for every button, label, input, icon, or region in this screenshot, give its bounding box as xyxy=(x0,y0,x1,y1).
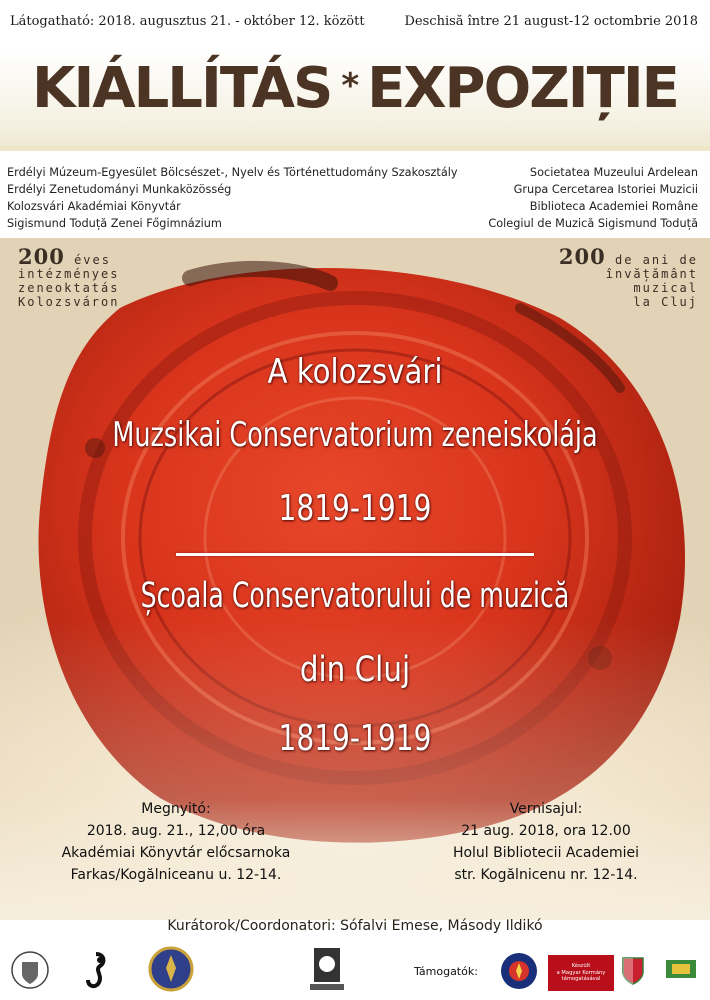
title-underline xyxy=(0,146,710,151)
hungarian-coat-of-arms-logo xyxy=(620,952,646,986)
anniversary-hungarian xyxy=(18,244,120,309)
anniversary-ro-word-2: învățământ xyxy=(605,267,698,281)
anniversary-hu-word-4: Kolozsváron xyxy=(18,295,120,309)
anniversary-ro-word-3: muzical xyxy=(633,281,698,295)
title-divider xyxy=(176,553,534,556)
sponsor-badge-logo xyxy=(500,948,538,994)
curators-line: Kurátorok/Coordonatori: Sófalvi Emese, Másody Ildikó xyxy=(167,918,543,934)
opening-info-hungarian xyxy=(26,798,326,886)
emke-crest-logo xyxy=(10,948,50,992)
gov-line-2: a Magyar Kormány xyxy=(556,969,606,976)
title-hungarian: KIÁLLÍTÁS xyxy=(32,56,332,121)
anniversary-ro-word-1: de ani de xyxy=(614,253,698,267)
gov-line-1: Készült xyxy=(571,963,591,970)
title-star-separator: * xyxy=(341,65,358,106)
anniversary-hu-word-3: zeneoktatás xyxy=(18,281,120,295)
main-title-ro-line-2: din Cluj xyxy=(299,650,411,690)
main-title-ro-line-1: Școala Conservatorului de muzică xyxy=(140,576,570,616)
opening-hu-address: Farkas/Kogălniceanu u. 12-14. xyxy=(70,867,282,883)
anniversary-ro-number: 200 xyxy=(558,244,606,269)
organizer-hu-3: Kolozsvári Akadémiai Könyvtár xyxy=(7,200,181,213)
opening-info-romanian xyxy=(396,798,696,886)
anniversary-hu-number: 200 xyxy=(18,244,65,269)
opening-ro-datetime: 21 aug. 2018, ora 12.00 xyxy=(461,823,631,839)
anniversary-hu-word-2: intézményes xyxy=(18,267,120,281)
organizers-romanian xyxy=(488,164,698,232)
organizer-hu-1: Erdélyi Múzeum-Egyesület Bölcsészet-, Nyelv és Történettudomány Szakosztály xyxy=(7,166,458,179)
anniversary-ro-word-4: la Cluj xyxy=(633,295,698,309)
title-romanian: EXPOZIȚIE xyxy=(367,56,678,121)
organizer-ro-1: Societatea Muzeului Ardelean xyxy=(529,166,698,179)
organizer-ro-2: Grupa Cercetarea Istoriei Muzicii xyxy=(513,183,698,196)
exhibition-dates xyxy=(10,14,698,34)
violin-scroll-logo xyxy=(82,950,110,990)
opening-hu-venue: Akadémiai Könyvtár előcsarnoka xyxy=(61,845,291,861)
opening-ro-venue: Holul Bibliotecii Academiei xyxy=(452,845,640,861)
gov-line-3: támogatásával xyxy=(561,976,601,983)
music-school-crest-logo xyxy=(306,944,348,994)
organizer-ro-4: Colegiul de Muzică Sigismund Toduță xyxy=(488,217,698,230)
main-title-ro-years: 1819-1919 xyxy=(278,718,432,759)
opening-hu-label: Megnyitó: xyxy=(141,801,211,817)
academy-library-seal-logo xyxy=(148,946,194,992)
municipality-logo xyxy=(664,954,698,984)
organizers-hungarian xyxy=(7,164,458,232)
main-title-hu-line-2: Muzsikai Conservatorium zeneiskolája xyxy=(112,415,598,455)
main-title-hu-line-1: A kolozsvári xyxy=(267,352,443,392)
organizer-hu-2: Erdélyi Zenetudományi Munkaközösség xyxy=(7,183,232,196)
organizer-hu-4: Sigismund Toduță Zenei Főgimnázium xyxy=(7,217,222,230)
dates-hungarian: Látogatható: 2018. augusztus 21. - október 12. között xyxy=(10,14,365,29)
opening-ro-label: Vernisajul: xyxy=(509,801,583,817)
anniversary-hu-word-1: éves xyxy=(74,253,111,267)
sponsors-label: Támogatók: xyxy=(414,965,478,978)
opening-ro-address: str. Kogălnicenu nr. 12-14. xyxy=(454,867,638,883)
poster-title xyxy=(0,56,710,121)
opening-hu-datetime: 2018. aug. 21., 12,00 óra xyxy=(86,823,266,839)
dates-romanian: Deschisă între 21 august-12 octombrie 2018 xyxy=(404,14,698,29)
main-title-hu-years: 1819-1919 xyxy=(278,488,432,529)
organizer-ro-3: Biblioteca Academiei Române xyxy=(529,200,698,213)
hungarian-government-support-badge xyxy=(548,955,614,991)
anniversary-romanian xyxy=(558,244,698,309)
